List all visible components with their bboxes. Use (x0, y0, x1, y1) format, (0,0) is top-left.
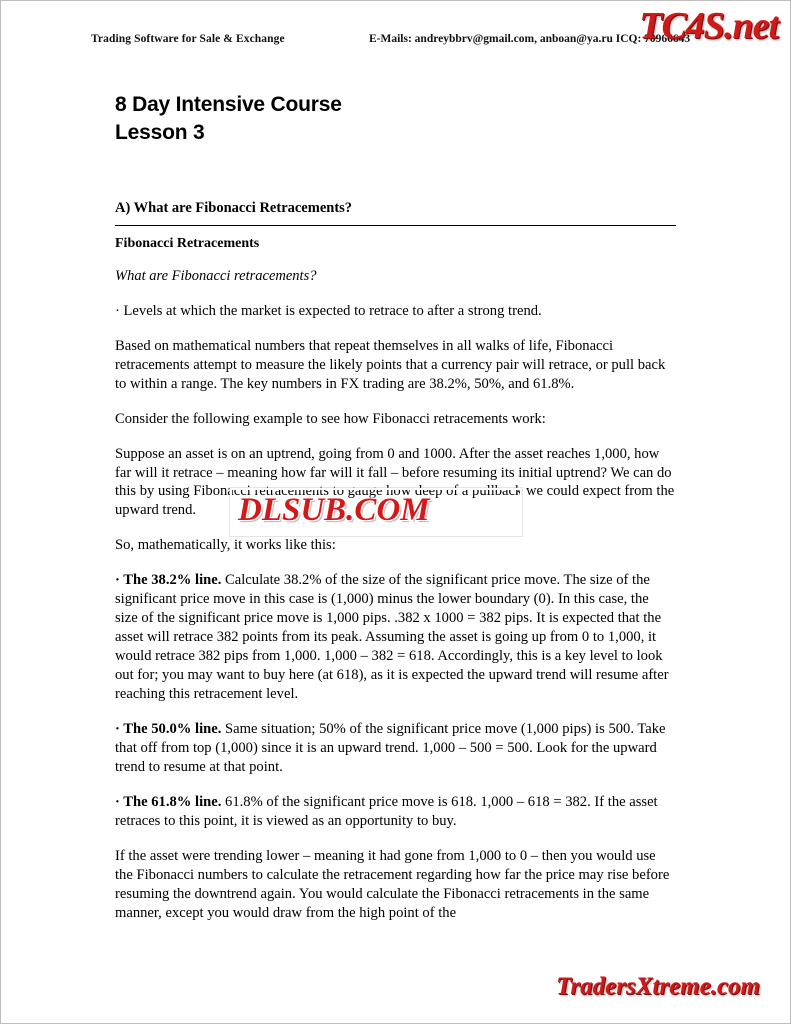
paragraph-definition: Based on mathematical numbers that repeat themselves in all walks of life, Fibonacci retracements attempt to measure the likely points that a currency pair will retrace, or pull back to within a range. The key numbers in FX trading are 38.2%, 50%, and 61.8%. (115, 337, 666, 392)
paragraph-uptrend-example: Suppose an asset is on an uptrend, going from 0 and 1000. After the asset reaches 1,000, how far will it retrace – meaning how far will it fall – before resuming its initial uptrend? We can do this by using Fibonacci retracements to gauge how deep of a pullback we could expect from the upward trend. (115, 445, 675, 519)
sub-heading: Fibonacci Retracements (115, 235, 260, 251)
title-line-1: 8 Day Intensive Course (115, 93, 342, 116)
question-line: What are Fibonacci retracements? (115, 267, 317, 284)
section-heading: A) What are Fibonacci Retracements? (115, 199, 353, 216)
bullet-382-label: · The 38.2% line. (115, 572, 222, 589)
bullet-618-label: · The 61.8% line. (115, 794, 222, 811)
bullet-618-line (115, 793, 675, 831)
title-spacer (115, 148, 675, 200)
bullet-618-text: 61.8% of the significant price move is 618. 1,000 – 618 = 382. If the asset retraces to this point, it is viewed as an opportunity to buy. (115, 794, 658, 830)
bullet-382-line (115, 571, 675, 704)
bullet-382-text: Calculate 38.2% of the size of the significant price move. The size of the significant price move in this case is (1,000) minus the lower boundary (0). In this case, the size of the significant price move is 1,000 pips. .382 x 1000 = 382 pips. It is expected that the asset will retrace 382 points from its peak. Assuming the asset is going up from 0 to 1,000, it would retrace 382 pips from 1,000. 1,000 – 382 = 618. Accordingly, this is a key level to look out for; you may want to buy here (at 618), as it is expected the upward trend will resume after reaching this retracement level. (115, 572, 669, 703)
tc4s-watermark: TC4S.net (639, 5, 778, 47)
bullet-500-label: · The 50.0% line. (115, 721, 222, 738)
bullet-500-text: Same situation; 50% of the significant price move (1,000 pips) is 500. Take that off from top (1,000) since it is an upward trend. 1,000 – 500 = 500. Look for the upward trend to resume at that point. (115, 721, 666, 776)
paragraph-downtrend: If the asset were trending lower – meaning it had gone from 1,000 to 0 – then you would use the Fibonacci numbers to calculate the retracement regarding how far the price may rise before resuming the downtrend again. You would calculate the Fibonacci retracements in the same manner, except you would draw from the high point of the (115, 848, 670, 921)
header-left-text: Trading Software for Sale & Exchange (91, 33, 285, 45)
header-contact-text: E-Mails: andreybbrv@gmail.com, anboan@ya.ru ICQ: 70966643 (369, 33, 691, 45)
tradersxtreme-watermark: TradersXtreme.com (556, 973, 760, 1000)
title-line-2: Lesson 3 (115, 121, 205, 145)
bullet-500-line (115, 720, 675, 777)
paragraph-math-intro: So, mathematically, it works like this: (115, 537, 336, 554)
section-divider (115, 225, 676, 226)
dlsub-watermark: DLSUB.COM (238, 492, 430, 528)
page-title (115, 91, 675, 148)
paragraph-example-intro: Consider the following example to see how Fibonacci retracements work: (115, 410, 546, 427)
paragraph-bullet-intro: · Levels at which the market is expected to retrace to after a strong trend. (115, 302, 542, 319)
